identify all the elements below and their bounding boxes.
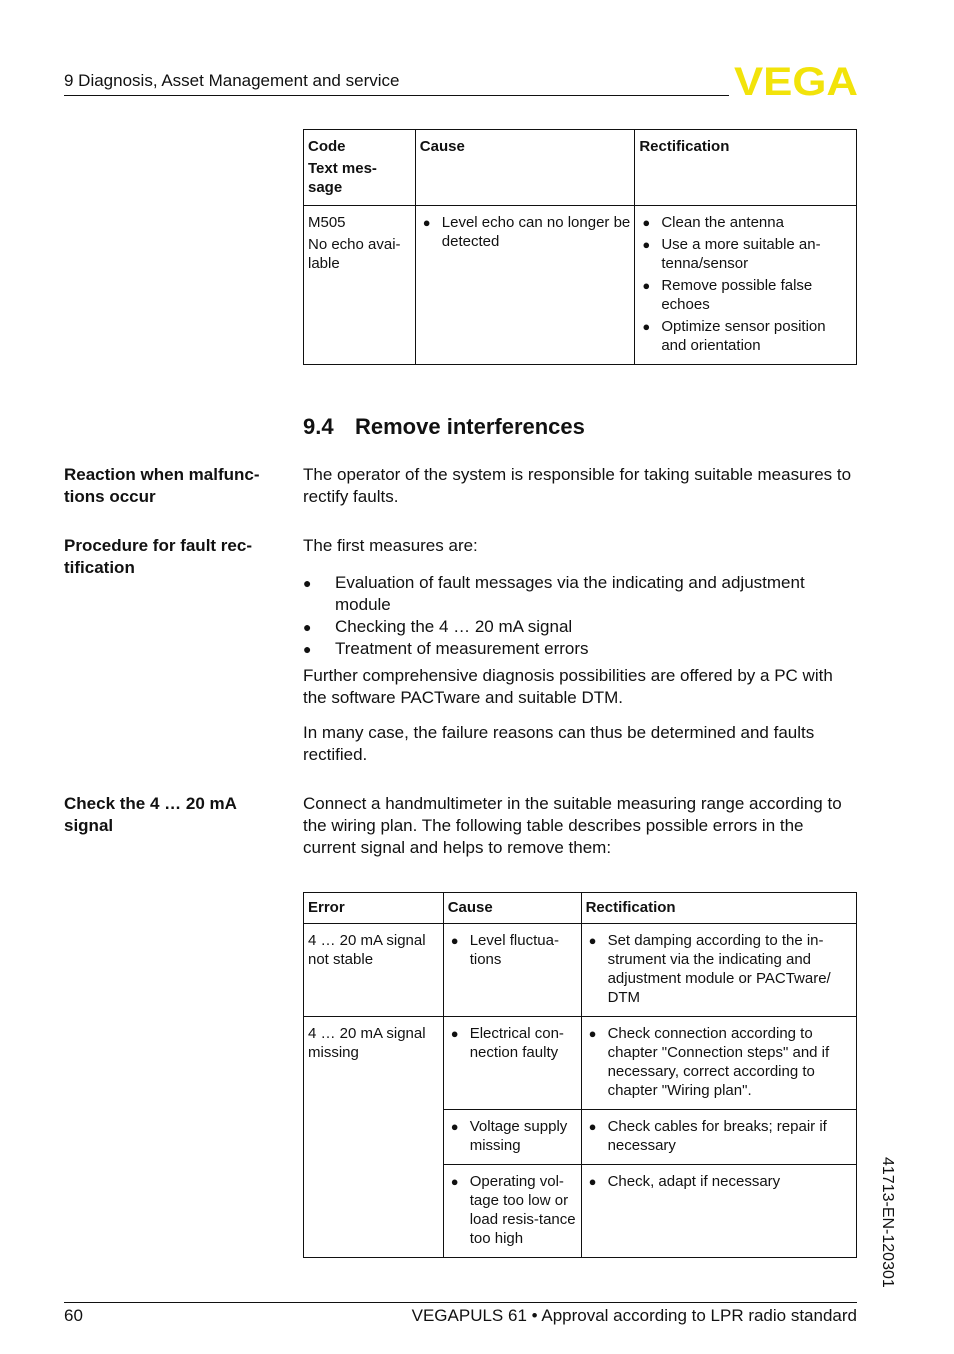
list-item: ● Optimize sensor position and orientation <box>639 317 852 355</box>
list-item: ● Check connection according to chapter "Connection steps" and if necessary, correct according to chapter "Wiring plan". <box>586 1024 852 1100</box>
list-item: ● Set damping according to the in-strument via the indicating and adjustment module or PACTware/ DTM <box>586 931 852 1007</box>
document-number: 41713-EN-120301 <box>879 1157 896 1288</box>
list-item: ● Clean the antenna <box>639 213 852 232</box>
section-title <box>303 414 585 440</box>
header-cause: Cause <box>415 130 635 206</box>
rectification-cell <box>581 1165 856 1258</box>
malfunction-text: The operator of the system is responsible for taking suitable measures to rectify faults. <box>303 465 852 506</box>
footer-rule <box>64 1302 857 1303</box>
svg-text:VEGA: VEGA <box>734 64 858 98</box>
list-item: ● Checking the 4 … 20 mA signal <box>303 616 859 638</box>
signal-error-table <box>303 892 857 1258</box>
cause-cell <box>443 924 581 1017</box>
list-item: ● Level echo can no longer be detected <box>420 213 631 251</box>
procedure-list <box>303 572 859 660</box>
fault-code-table <box>303 129 857 365</box>
procedure-label: Procedure for fault rec-tification <box>64 536 252 577</box>
list-item: ● Remove possible false echoes <box>639 276 852 314</box>
list-item: ● Voltage supply missing <box>448 1117 577 1155</box>
header-rectification: Rectification <box>581 893 856 924</box>
error-cell: 4 … 20 mA signal not stable <box>304 924 444 1017</box>
list-item: ● Check cables for breaks; repair if necessary <box>586 1117 852 1155</box>
list-item: ● Electrical con-nection faulty <box>448 1024 577 1062</box>
list-item: ● Operating vol-tage too low or load resis-tance too high <box>448 1172 577 1248</box>
header-rectification: Rectification <box>635 130 857 206</box>
list-item: ● Treatment of measurement errors <box>303 638 859 660</box>
header-cause: Cause <box>443 893 581 924</box>
procedure-paragraph-2: Further comprehensive diagnosis possibilities are offered by a PC with the software PACTware and suitable DTM. <box>303 666 833 707</box>
header-error: Error <box>304 893 444 924</box>
check-signal-text: Connect a handmultimeter in the suitable measuring range according to the wiring plan. The following table describes possible errors in the current signal and helps to remove them: <box>303 794 842 857</box>
procedure-paragraph-3: In many case, the failure reasons can thus be determined and faults rectified. <box>303 723 815 764</box>
vega-logo <box>734 64 858 98</box>
code-cell: M505 No echo avai- lable <box>304 206 416 365</box>
chapter-header: 9 Diagnosis, Asset Management and service <box>64 71 400 90</box>
page-number: 60 <box>64 1306 83 1325</box>
section-number: 9.4 <box>303 414 334 439</box>
header-code: Code Text mes- sage <box>304 130 416 206</box>
cause-cell <box>415 206 635 365</box>
section-name: Remove interferences <box>355 414 585 439</box>
check-signal-label: Check the 4 … 20 mA signal <box>64 794 237 835</box>
list-item: ● Evaluation of fault messages via the indicating and adjustment module <box>303 572 859 616</box>
list-item: ● Check, adapt if necessary <box>586 1172 852 1191</box>
header-rule <box>64 95 729 96</box>
procedure-intro: The first measures are: <box>303 536 478 555</box>
footer-title: VEGAPULS 61 • Approval according to LPR radio standard <box>411 1306 857 1325</box>
malfunction-label: Reaction when malfunc-tions occur <box>64 465 260 506</box>
cause-cell <box>443 1017 581 1110</box>
cause-cell <box>443 1165 581 1258</box>
rectification-cell <box>581 1017 856 1110</box>
list-item: ● Use a more suitable an-tenna/sensor <box>639 235 852 273</box>
rectification-cell <box>581 1110 856 1165</box>
cause-cell <box>443 1110 581 1165</box>
rectification-cell <box>635 206 857 365</box>
rectification-cell <box>581 924 856 1017</box>
error-cell: 4 … 20 mA signal missing <box>304 1017 444 1258</box>
list-item: ● Level fluctua-tions <box>448 931 577 969</box>
